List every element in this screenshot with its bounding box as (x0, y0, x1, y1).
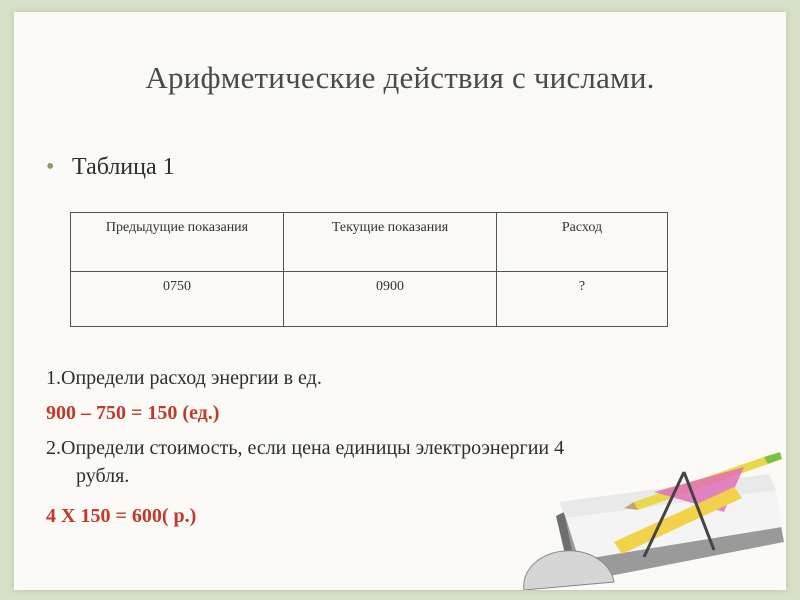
slide-title: Арифметические действия с числами. (145, 60, 655, 95)
slide (14, 12, 786, 590)
table-cell: 0900 (284, 272, 497, 327)
table-header-row (71, 213, 668, 272)
table-cell: 0750 (71, 272, 284, 327)
table-cell: ? (497, 272, 668, 327)
meter-table (70, 212, 668, 327)
bullet-label: Таблица 1 (72, 154, 175, 180)
table-row (71, 272, 668, 327)
question-2-line-1: 2.Определи стоимость, если цена единицы электроэнергии 4 (46, 437, 565, 459)
table-header-cell: Расход (497, 213, 668, 272)
table-header-cell: Предыдущие показания (71, 213, 284, 272)
book-illustration (484, 432, 784, 590)
table-header-cell: Текущие показания (284, 213, 497, 272)
question-2-line-2: рубля. (76, 465, 130, 487)
bullet-item (46, 154, 175, 181)
bullet-icon: • (46, 154, 55, 180)
answer-2: 4 Х 150 = 600( р.) (46, 505, 197, 527)
answer-1: 900 – 750 = 150 (ед.) (46, 402, 220, 424)
question-1: 1.Определи расход энергии в ед. (46, 367, 322, 389)
